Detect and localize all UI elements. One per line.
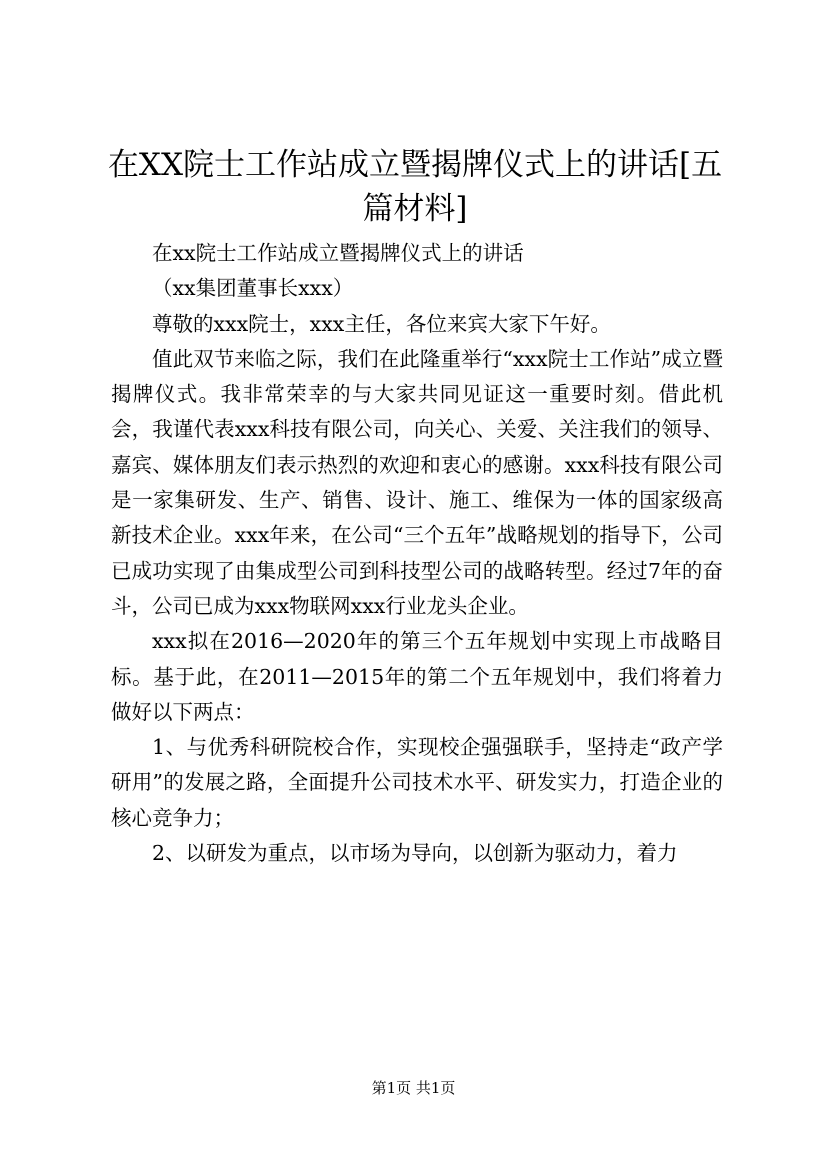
page-number: 第1页 共1页	[371, 1079, 456, 1097]
greeting-paragraph: 尊敬的xxx院士，xxx主任，各位来宾大家下午好。	[152, 311, 611, 336]
speech-heading: 在xx院士工作站成立暨揭牌仪式上的讲话	[152, 241, 524, 265]
speaker-line: （xx集团董事长xxx）	[152, 276, 354, 301]
list-item: 1、与优秀科研院校合作，实现校企强强联手，坚持走“政产学研用”的发展之路，全面提升公司技术水平、研发实力，打造企业的核心竞争力；	[111, 735, 723, 830]
body-paragraph: xxx拟在2016—2020年的第三个五年规划中实现上市战略目标。基于此，在2011—2015年的第二个五年规划中，我们将着力做好以下两点：	[111, 629, 723, 724]
list-item: 2、以研发为重点，以市场为导向，以创新为驱动力，着力	[152, 841, 678, 866]
document-body	[111, 236, 723, 871]
body-paragraph: 值此双节来临之际，我们在此隆重举行“xxx院士工作站”成立暨揭牌仪式。我非常荣幸的与大家共同见证这一重要时刻。借此机会，我谨代表xxx科技有限公司，向关心、关爱、关注我们的领导、嘉宾、媒体朋友们表示热烈的欢迎和衷心的感谢。xxx科技有限公司是一家集研发、生产、销售、设计、施工、维保为一体的国家级高新技术企业。xxx年来，在公司“三个五年”战略规划的指导下，公司已成功实现了由集成型公司到科技型公司的战略转型。经过7年的奋斗，公司已成为xxx物联网xxx行业龙头企业。	[111, 346, 723, 618]
page-title: 在XX院士工作站成立暨揭牌仪式上的讲话[五篇材料]	[107, 147, 723, 227]
